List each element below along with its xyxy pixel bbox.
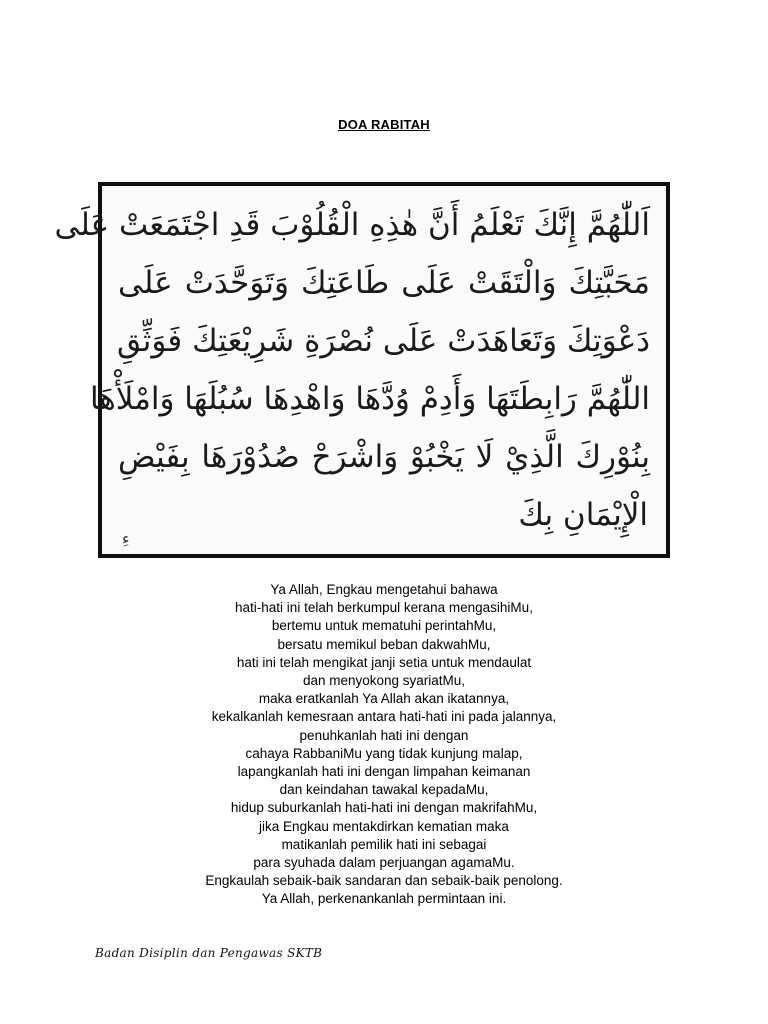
translation-line: bersatu memikul beban dakwahMu, — [277, 636, 491, 652]
translation-line: cahaya RabbaniMu yang tidak kunjung malap, — [245, 745, 523, 761]
arabic-prayer-image — [54, 182, 670, 558]
translation-line: penuhkanlah hati ini dengan — [299, 727, 469, 743]
arabic-line: بِنُوْرِكَ الَّذِيْ لَا يَخْبُوْ وَاشْرَحْ صُدُوْرَهَا بِفَيْضِ — [118, 439, 650, 475]
arabic-line: الْإِيْمَانِ بِكَ — [518, 497, 648, 533]
translation-line: matikanlah pemilik hati ini sebagai — [281, 836, 487, 852]
translation-line: kekalkanlah kemesraan antara hati-hati ini pada jalannya, — [211, 709, 557, 725]
translation-line: dan keindahan tawakal kepadaMu, — [279, 782, 489, 798]
translation-line: jika Engkau mentakdirkan kematian maka — [259, 818, 509, 834]
arabic-line: دَعْوَتِكَ وَتَعَاهَدَتْ عَلَى نُصْرَةِ شَرِيْعَتِكَ فَوَثِّقِ — [116, 323, 650, 359]
footer-signature: Badan Disiplin dan Pengawas SKTB — [95, 946, 323, 960]
translation-line: dan menyokong syariatMu, — [302, 673, 466, 689]
translation-line: Ya Allah, perkenankanlah permintaan ini. — [261, 891, 507, 907]
translation-line: Engkaulah sebaik-baik sandaran dan sebaik-baik penolong. — [205, 873, 563, 889]
arabic-line: مَحَبَّتِكَ وَالْتَقَتْ عَلَى طَاعَتِكَ وَتَوَحَّدَتْ عَلَى — [118, 265, 650, 301]
translation-line: lapangkanlah hati ini dengan limpahan keimanan — [237, 764, 531, 780]
document-title: DOA RABITAH — [338, 117, 430, 132]
translation-line: maka eratkanlah Ya Allah akan ikatannya, — [258, 691, 510, 707]
translation-line: Ya Allah, Engkau mengetahui bahawa — [270, 582, 498, 597]
translation-line: para syuhada dalam perjuangan agamaMu. — [253, 855, 515, 871]
translation-line: hati-hati ini telah berkumpul kerana mengasihiMu, — [235, 600, 533, 616]
translation-line: bertemu untuk mematuhi perintahMu, — [271, 618, 497, 634]
arabic-end-mark: ءِ — [122, 529, 130, 548]
translation-line: hidup suburkanlah hati-hati ini dengan makrifahMu, — [230, 800, 538, 816]
arabic-line: اللّٰهُمَّ رَابِطَتَهَا وَأَدِمْ وُدَّهَا وَاهْدِهَا سُبُلَهَا وَامْلَأْهَا — [89, 381, 650, 417]
translation-block — [0, 581, 768, 909]
translation-line: hati ini telah mengikat janji setia untuk mendaulat — [236, 654, 532, 670]
arabic-line: اَللّٰهُمَّ إِنَّكَ تَعْلَمُ أَنَّ هٰذِهِ الْقُلُوْبَ قَدِ اجْتَمَعَتْ عَلَى — [54, 207, 650, 243]
